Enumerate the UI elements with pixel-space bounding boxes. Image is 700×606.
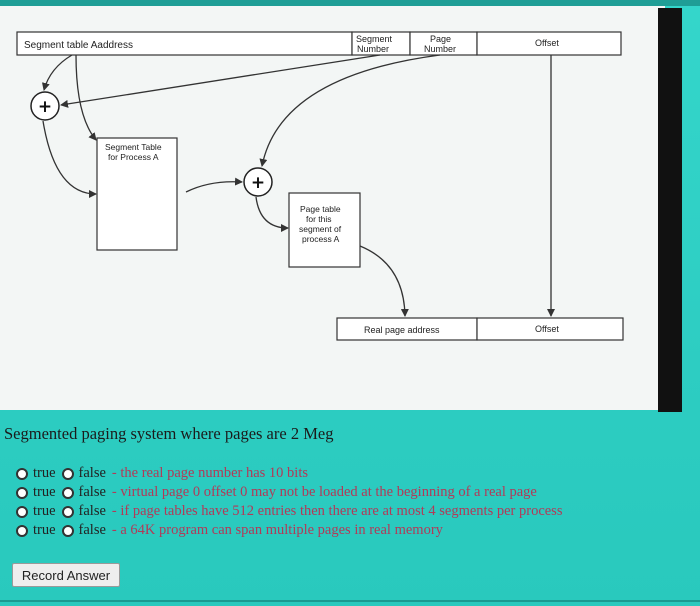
true-label: true [33,522,56,538]
statement-4: - a 64K program can span multiple pages in real memory [111,522,443,538]
false-label: false [78,484,106,500]
false-radio-4[interactable] [62,525,74,537]
true-radio-3[interactable] [16,506,28,518]
real-page-address-label: Real page address [364,325,440,335]
segment-number-label-2: Number [357,44,390,54]
true-label: true [33,484,56,500]
page-table-label-2: for this [306,214,332,224]
true-label: true [33,503,56,519]
option-row-2 [16,483,562,502]
arrow-segnum-to-adder [61,55,380,105]
false-label: false [78,465,106,481]
option-row-1 [16,464,562,483]
arrow-address-to-adder [44,55,72,90]
false-label: false [78,503,106,519]
arrow-adder2-to-pagetable [256,197,288,228]
bottom-divider [0,600,700,602]
segment-table-label-1: Segment Table [105,142,162,152]
plus-icon: + [37,97,53,117]
segment-number-label-1: Segment [356,34,393,44]
segmented-paging-diagram [0,6,660,410]
segment-table-address-label: Segment table Aaddress [24,40,133,51]
option-row-3 [16,502,562,521]
offset-top-label: Offset [535,38,559,48]
true-radio-1[interactable] [16,468,28,480]
page-table-label-4: process A [302,234,340,244]
false-radio-3[interactable] [62,506,74,518]
arrow-segtable-to-adder2 [186,182,242,192]
arrow-adder-to-segtable [43,121,96,194]
false-label: false [78,522,106,538]
page-number-label-2: Number [424,44,457,54]
answer-options [16,464,562,540]
record-answer-button[interactable]: Record Answer [12,563,120,587]
false-radio-1[interactable] [62,468,74,480]
true-radio-4[interactable] [16,525,28,537]
offset-bottom-label: Offset [535,324,559,334]
page-table-label-3: segment of [299,224,342,234]
plus-icon: + [250,173,266,193]
arrow-pagenum-to-adder2 [262,55,440,166]
statement-1: - the real page number has 10 bits [111,465,309,481]
segment-table-label-2: for Process A [108,152,159,162]
arrow-address-to-segtable [76,55,96,140]
page-number-label-1: Page [430,34,452,44]
statement-3: - if page tables have 512 entries then there are at most 4 segments per process [111,503,563,519]
option-row-4 [16,521,562,540]
true-label: true [33,465,56,481]
page-table-label-1: Page table [300,204,341,214]
true-radio-2[interactable] [16,487,28,499]
question-title: Segmented paging system where pages are 2 Meg [4,424,334,443]
false-radio-2[interactable] [62,487,74,499]
panel-edge [658,8,682,412]
arrow-pagetable-to-realaddress [360,246,405,316]
statement-2: - virtual page 0 offset 0 may not be loaded at the beginning of a real page [111,484,537,500]
